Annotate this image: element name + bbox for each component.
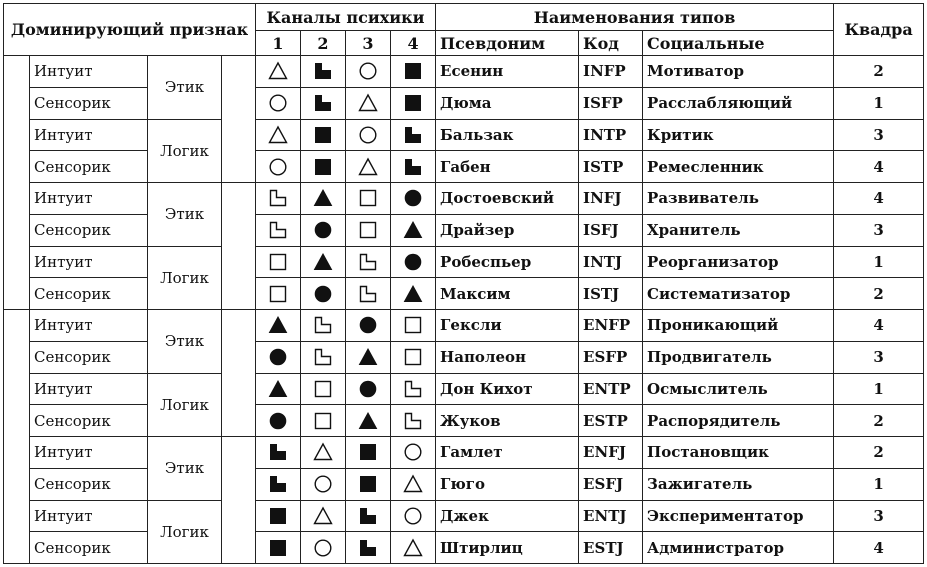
quadra-cell: 1 [834,87,924,119]
channel-cell [301,214,346,246]
judgment-cell: Логик [148,500,222,564]
code-cell: ESTP [579,405,643,437]
quadra-cell: 3 [834,341,924,373]
pseudonym-cell: Жуков [436,405,579,437]
header-quadra: Квадра [834,4,924,56]
header-channel-2: 2 [301,31,346,56]
quadra-cell: 4 [834,183,924,215]
pseudonym-cell: Есенин [436,56,579,88]
corner-filled-icon [391,125,435,145]
square-outline-icon [256,252,300,272]
channel-cell [391,468,436,500]
triangle-filled-icon [391,284,435,304]
pseudonym-cell: Гамлет [436,437,579,469]
rationality-label: Рационал [253,459,256,541]
perception-cell: Интуит [30,500,148,532]
social-cell: Реорганизатор [643,246,834,278]
channel-cell [301,341,346,373]
quadra-cell: 3 [834,500,924,532]
square-outline-icon [391,347,435,367]
table-row [4,183,924,215]
channel-cell [391,373,436,405]
pseudonym-cell: Штирлиц [436,532,579,564]
code-cell: ISTJ [579,278,643,310]
pseudonym-cell: Наполеон [436,341,579,373]
corner-outline-icon [346,252,390,272]
social-cell: Зажигатель [643,468,834,500]
channel-cell [256,373,301,405]
perception-cell: Сенсорик [30,341,148,373]
header-channel-3: 3 [346,31,391,56]
channel-cell [346,532,391,564]
triangle-outline-icon [346,93,390,113]
channel-cell [256,119,301,151]
channel-cell [301,87,346,119]
quadra-cell: 2 [834,405,924,437]
header-code: Код [579,31,643,56]
channel-cell [391,278,436,310]
circle-filled-icon [391,252,435,272]
triangle-outline-icon [301,506,345,526]
code-cell: ESFP [579,341,643,373]
social-cell: Развиватель [643,183,834,215]
social-cell: Мотиватор [643,56,834,88]
channel-cell [301,437,346,469]
corner-filled-icon [391,157,435,177]
corner-outline-icon [391,379,435,399]
circle-filled-icon [346,379,390,399]
channel-cell [301,532,346,564]
triangle-filled-icon [391,220,435,240]
corner-filled-icon [346,538,390,558]
square-outline-icon [346,188,390,208]
channel-cell [346,87,391,119]
social-cell: Проникающий [643,310,834,342]
square-filled-icon [346,474,390,494]
triangle-outline-icon [256,125,300,145]
judgment-cell: Этик [148,310,222,374]
perception-cell: Сенсорик [30,278,148,310]
perception-cell: Интуит [30,56,148,88]
square-filled-icon [256,538,300,558]
orientation-cell [4,310,30,564]
channel-cell [256,437,301,469]
table-row [4,56,924,88]
channel-cell [301,183,346,215]
channel-cell [256,214,301,246]
social-cell: Осмыслитель [643,373,834,405]
quadra-cell: 4 [834,310,924,342]
channel-cell [391,437,436,469]
square-filled-icon [391,61,435,81]
channel-cell [301,310,346,342]
perception-cell: Интуит [30,183,148,215]
channel-cell [391,405,436,437]
square-filled-icon [301,157,345,177]
channel-cell [346,183,391,215]
code-cell: ESFJ [579,468,643,500]
social-cell: Распорядитель [643,405,834,437]
header-channel-1: 1 [256,31,301,56]
table-row [4,405,924,437]
header-channel-4: 4 [391,31,436,56]
channel-cell [346,373,391,405]
table-row [4,437,924,469]
channel-cell [391,532,436,564]
channel-cell [301,278,346,310]
circle-outline-icon [391,442,435,462]
circle-outline-icon [391,506,435,526]
header-dominant: Доминирующий признак [4,4,256,56]
quadra-cell: 2 [834,56,924,88]
pseudonym-cell: Достоевский [436,183,579,215]
perception-cell: Сенсорик [30,151,148,183]
channel-cell [256,183,301,215]
perception-cell: Сенсорик [30,87,148,119]
social-cell: Критик [643,119,834,151]
code-cell: ISFP [579,87,643,119]
channel-cell [301,246,346,278]
circle-outline-icon [256,157,300,177]
perception-cell: Интуит [30,310,148,342]
rationality-cell [222,183,256,310]
square-filled-icon [391,93,435,113]
channel-cell [346,119,391,151]
square-filled-icon [301,125,345,145]
pseudonym-cell: Максим [436,278,579,310]
triangle-outline-icon [391,538,435,558]
channel-cell [346,56,391,88]
circle-outline-icon [256,93,300,113]
channel-cell [391,56,436,88]
code-cell: INTJ [579,246,643,278]
corner-filled-icon [301,93,345,113]
corner-outline-icon [346,284,390,304]
socionics-type-table [3,3,924,564]
square-filled-icon [256,506,300,526]
channel-cell [256,405,301,437]
perception-cell: Интуит [30,246,148,278]
triangle-outline-icon [391,474,435,494]
quadra-cell: 1 [834,373,924,405]
circle-filled-icon [391,188,435,208]
perception-cell: Сенсорик [30,468,148,500]
triangle-outline-icon [301,442,345,462]
circle-filled-icon [301,284,345,304]
channel-cell [391,151,436,183]
channel-cell [301,500,346,532]
channel-cell [256,532,301,564]
channel-cell [346,341,391,373]
pseudonym-cell: Гюго [436,468,579,500]
code-cell: ESTJ [579,532,643,564]
table-row [4,246,924,278]
channel-cell [346,310,391,342]
pseudonym-cell: Дон Кихот [436,373,579,405]
corner-outline-icon [391,411,435,431]
quadra-cell: 1 [834,246,924,278]
social-cell: Хранитель [643,214,834,246]
channel-cell [391,500,436,532]
social-cell: Постановщик [643,437,834,469]
channel-cell [256,310,301,342]
social-cell: Администратор [643,532,834,564]
triangle-filled-icon [256,315,300,335]
channel-cell [391,183,436,215]
triangle-outline-icon [256,61,300,81]
table-row [4,341,924,373]
corner-outline-icon [256,220,300,240]
code-cell: INTP [579,119,643,151]
triangle-filled-icon [301,188,345,208]
corner-outline-icon [301,347,345,367]
channel-cell [391,341,436,373]
social-cell: Экспериментатор [643,500,834,532]
quadra-cell: 1 [834,468,924,500]
judgment-cell: Логик [148,373,222,437]
code-cell: ENTJ [579,500,643,532]
quadra-cell: 2 [834,437,924,469]
code-cell: INFP [579,56,643,88]
circle-outline-icon [301,474,345,494]
channel-cell [391,119,436,151]
table-row [4,468,924,500]
channel-cell [391,246,436,278]
table-row [4,151,924,183]
channel-cell [256,278,301,310]
perception-cell: Интуит [30,119,148,151]
channel-cell [346,500,391,532]
channel-cell [301,56,346,88]
code-cell: ISFJ [579,214,643,246]
code-cell: ENFJ [579,437,643,469]
table-row [4,500,924,532]
table-row [4,532,924,564]
judgment-cell: Логик [148,119,222,183]
table-row [4,214,924,246]
quadra-cell: 4 [834,532,924,564]
corner-filled-icon [256,474,300,494]
circle-filled-icon [346,315,390,335]
channel-cell [256,87,301,119]
rationality-cell [222,56,256,183]
social-cell: Продвигатель [643,341,834,373]
quadra-cell: 3 [834,214,924,246]
triangle-filled-icon [256,379,300,399]
circle-outline-icon [346,125,390,145]
pseudonym-cell: Дюма [436,87,579,119]
corner-filled-icon [301,61,345,81]
quadra-cell: 4 [834,151,924,183]
social-cell: Систематизатор [643,278,834,310]
social-cell: Ремесленник [643,151,834,183]
channel-cell [301,468,346,500]
triangle-outline-icon [346,157,390,177]
channel-cell [256,468,301,500]
code-cell: ISTP [579,151,643,183]
triangle-filled-icon [301,252,345,272]
pseudonym-cell: Драйзер [436,214,579,246]
channel-cell [346,246,391,278]
channel-cell [256,56,301,88]
quadra-cell: 2 [834,278,924,310]
header-type-names: Наименования типов [436,4,834,31]
perception-cell: Сенсорик [30,405,148,437]
perception-cell: Сенсорик [30,532,148,564]
square-outline-icon [301,411,345,431]
code-cell: ENFP [579,310,643,342]
quadra-cell: 3 [834,119,924,151]
judgment-cell: Этик [148,183,222,247]
header-social: Социальные [643,31,834,56]
pseudonym-cell: Габен [436,151,579,183]
table-row [4,373,924,405]
square-filled-icon [346,442,390,462]
code-cell: INFJ [579,183,643,215]
square-outline-icon [391,315,435,335]
corner-outline-icon [301,315,345,335]
pseudonym-cell: Джек [436,500,579,532]
perception-cell: Интуит [30,437,148,469]
triangle-filled-icon [346,347,390,367]
square-outline-icon [256,284,300,304]
channel-cell [346,468,391,500]
corner-outline-icon [256,188,300,208]
channel-cell [301,151,346,183]
rationality-cell [222,310,256,437]
channel-cell [256,500,301,532]
header-channels: Каналы психики [256,4,436,31]
circle-outline-icon [301,538,345,558]
channel-cell [256,341,301,373]
channel-cell [346,437,391,469]
channel-cell [391,87,436,119]
judgment-cell: Этик [148,56,222,120]
square-outline-icon [301,379,345,399]
channel-cell [301,405,346,437]
rationality-label: Рационал [253,205,256,287]
channel-cell [346,405,391,437]
table-row [4,310,924,342]
channel-cell [301,119,346,151]
circle-filled-icon [301,220,345,240]
pseudonym-cell: Робеспьер [436,246,579,278]
judgment-cell: Логик [148,246,222,310]
corner-filled-icon [346,506,390,526]
channel-cell [346,151,391,183]
square-outline-icon [346,220,390,240]
table-row [4,278,924,310]
perception-cell: Сенсорик [30,214,148,246]
channel-cell [346,214,391,246]
table-row [4,119,924,151]
social-cell: Расслабляющий [643,87,834,119]
circle-filled-icon [256,411,300,431]
table-body [4,56,924,564]
corner-filled-icon [256,442,300,462]
channel-cell [256,151,301,183]
code-cell: ENTP [579,373,643,405]
channel-cell [301,373,346,405]
circle-outline-icon [346,61,390,81]
perception-cell: Интуит [30,373,148,405]
judgment-cell: Этик [148,437,222,501]
channel-cell [391,214,436,246]
triangle-filled-icon [346,411,390,431]
channel-cell [256,246,301,278]
orientation-cell [4,56,30,310]
table-header [4,4,924,56]
pseudonym-cell: Бальзак [436,119,579,151]
pseudonym-cell: Гексли [436,310,579,342]
channel-cell [346,278,391,310]
header-pseudonym: Псевдоним [436,31,579,56]
circle-filled-icon [256,347,300,367]
table-row [4,87,924,119]
rationality-cell [222,437,256,564]
channel-cell [391,310,436,342]
